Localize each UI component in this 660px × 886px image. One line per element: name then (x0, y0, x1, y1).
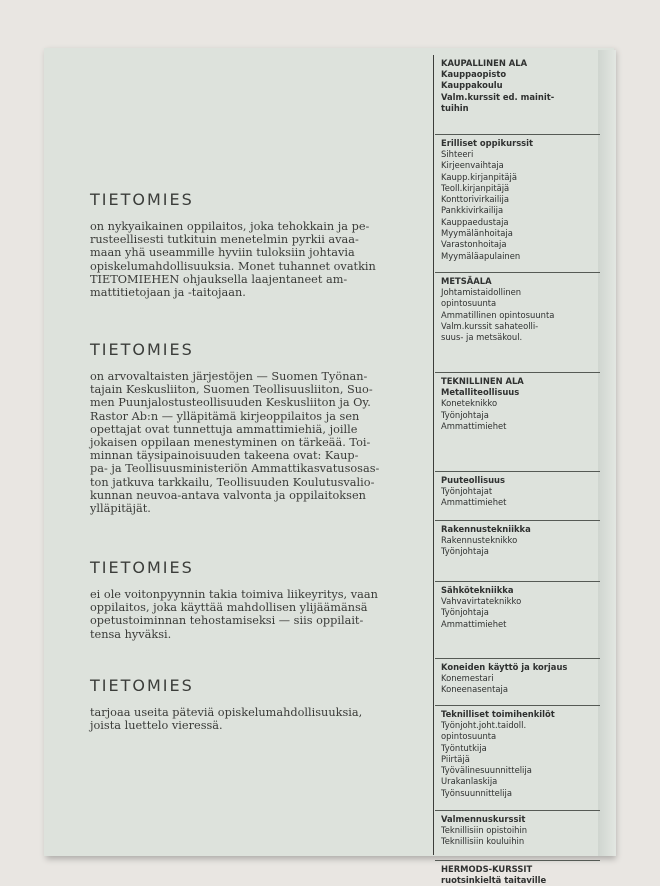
section-1 (90, 190, 376, 299)
course-group-heading: HERMODS-KURSSIT (441, 864, 533, 874)
course-group (441, 662, 606, 696)
text-line: tarjoaa useita päteviä opiskelumahdollisuuksia, (90, 706, 363, 719)
course-group-heading: KAUPALLINEN ALA (441, 58, 528, 68)
course-item: Työnsuunnittelija (441, 787, 512, 798)
course-item: Myymäläapulainen (441, 250, 521, 261)
course-item: opintosuunta (441, 298, 497, 309)
course-item: Ammattimiehet (441, 497, 507, 508)
course-item: opintosuunta (441, 731, 497, 742)
course-item: Kirjeenvaihtaja (441, 160, 504, 171)
course-item: Koneenasentaja (441, 684, 508, 695)
course-item: Ammattimiehet (441, 420, 507, 431)
group-separator (435, 272, 600, 273)
section-paragraph (90, 706, 362, 732)
text-line: on nykyaikainen oppilaitos, joka tehokkain ja pe- (90, 220, 370, 233)
course-item: Ammatillinen opintosuunta (441, 309, 555, 320)
group-separator (435, 810, 600, 811)
course-item: Kauppakoulu (441, 80, 503, 91)
course-item: Kaupp.kirjanpitäjä (441, 171, 517, 182)
course-item: Pankkivirkailija (441, 205, 504, 216)
group-separator (435, 471, 600, 472)
section-3 (90, 558, 378, 641)
group-separator (435, 658, 600, 659)
course-item: Työnjohtaja (441, 409, 489, 420)
text-line: ei ole voitonpyynnin takia toimiva liikeyritys, vaan (90, 588, 378, 601)
text-line: maan yhä useammille hyviin tuloksiin johtavia (90, 246, 355, 260)
course-item: ruotsinkieltä taitaville (441, 875, 547, 885)
course-item: Koneteknikko (441, 398, 498, 409)
course-item: Teknillisiin kouluihin (441, 836, 525, 847)
course-group (441, 376, 606, 432)
course-item: Konttorivirkailija (441, 194, 509, 205)
text-line: ton jatkuva tarkkailu, Teollisuuden Koulutusvalio- (90, 475, 375, 489)
course-item: Työnjohtajat (441, 486, 493, 496)
course-item: Kauppaopisto (441, 69, 507, 79)
text-line: opetustoiminnan tehostamiseksi — siis oppilait- (90, 614, 364, 628)
course-group-heading: Koneiden käyttö ja korjaus (441, 662, 568, 672)
course-item: Varastonhoitaja (441, 239, 507, 250)
course-item: Teoll.kirjanpitäjä (441, 182, 510, 193)
course-group-heading: Sähkötekniikka (441, 585, 514, 595)
course-group (441, 475, 606, 509)
text-line: joista luettelo vieressä. (90, 719, 223, 733)
course-group-heading: Puuteollisuus (441, 475, 506, 485)
course-item: Myymälänhoitaja (441, 228, 513, 239)
column-divider (433, 55, 434, 855)
course-group (441, 58, 606, 114)
section-paragraph (90, 220, 376, 299)
text-line: minnan täysipainoisuuden takeena ovat: Kaup- (90, 449, 359, 463)
group-separator (435, 705, 600, 706)
course-item: Kauppaedustaja (441, 216, 509, 227)
course-group (441, 709, 606, 799)
course-item: Rakennusteknikko (441, 535, 518, 545)
course-item: Työvälinesuunnittelija (441, 765, 532, 776)
group-separator (435, 860, 600, 861)
course-item: Työnjohtaja (441, 607, 489, 618)
section-2 (90, 340, 379, 515)
course-item: Metalliteollisuus (441, 387, 520, 397)
section-paragraph (90, 588, 378, 641)
text-line: on arvovaltaisten järjestöjen — Suomen Työnan- (90, 370, 368, 383)
section-4 (90, 676, 362, 732)
course-group-heading: Erilliset oppikurssit (441, 138, 534, 148)
course-item: Urakanlaskija (441, 776, 498, 787)
section-heading: TIETOMIES (90, 676, 194, 695)
course-item: Valm.kurssit ed. mainit- (441, 91, 555, 102)
course-item: Vahvavirtateknikko (441, 596, 522, 606)
course-group (441, 276, 606, 343)
course-item: Piirtäjä (441, 753, 470, 764)
text-line: tajain Keskusliiton, Suomen Teollisuusliiton, Suo- (90, 383, 373, 397)
course-group (441, 138, 606, 262)
course-item: Konemestari (441, 673, 494, 683)
course-group-heading: Valmennuskurssit (441, 814, 526, 824)
text-line: pa- ja Teollisuusministeriön Ammattikasvatusosas- (90, 462, 380, 476)
text-line: mattitietojaan ja -taitojaan. (90, 286, 246, 300)
course-group (441, 585, 606, 630)
course-item: Valm.kurssit sahateolli- (441, 320, 539, 331)
section-heading: TIETOMIES (90, 340, 194, 359)
course-group-heading: METSÄALA (441, 276, 492, 286)
course-item: Työnjohtaja (441, 546, 489, 557)
text-line: TIETOMIEHEN ohjauksella laajentaneet am- (90, 272, 348, 286)
text-line: men Puunjalostusteollisuuden Keskusliiton ja Oy. (90, 396, 371, 410)
course-group-heading: Rakennustekniikka (441, 524, 531, 534)
section-heading: TIETOMIES (90, 190, 194, 209)
course-group (441, 864, 606, 886)
text-line: jokaisen oppilaan menestyminen on tärkeää. Toi- (90, 436, 371, 450)
course-group (441, 524, 606, 558)
course-item: Sihteeri (441, 149, 474, 159)
course-group-heading: Teknilliset toimihenkilöt (441, 709, 555, 719)
course-item: Johtamistaidollinen (441, 287, 522, 297)
group-separator (435, 581, 600, 582)
text-line: oppilaitos, joka käyttää mahdollisen ylijäämänsä (90, 601, 368, 615)
course-item: tuihin (441, 102, 469, 113)
text-line: opettajat ovat tunnettuja ammattimiehiä, joille (90, 422, 358, 436)
group-separator (435, 520, 600, 521)
course-item: Teknillisiin opistoihin (441, 825, 528, 835)
group-separator (435, 134, 600, 135)
text-line: ylläpitäjät. (90, 502, 151, 516)
course-item: suus- ja metsäkoul. (441, 332, 523, 343)
course-group-heading: TEKNILLINEN ALA (441, 376, 524, 386)
text-line: kunnan neuvoa-antava valvonta ja oppilaitoksen (90, 488, 366, 502)
text-line: opiskelumahdollisuuksia. Monet tuhannet ovatkin (90, 259, 376, 273)
section-heading: TIETOMIES (90, 558, 194, 577)
course-item: Ammattimiehet (441, 618, 507, 629)
course-group (441, 814, 606, 848)
text-line: tensa hyväksi. (90, 627, 172, 641)
course-item: Työntutkija (441, 742, 487, 753)
course-item: Työnjoht.joht.taidoll. (441, 720, 527, 730)
section-paragraph (90, 370, 379, 515)
group-separator (435, 372, 600, 373)
text-line: Rastor Ab:n — ylläpitämä kirjeoppilaitos ja sen (90, 409, 360, 423)
text-line: rusteellisesti tutkituin menetelmin pyrkii avaa- (90, 233, 359, 247)
